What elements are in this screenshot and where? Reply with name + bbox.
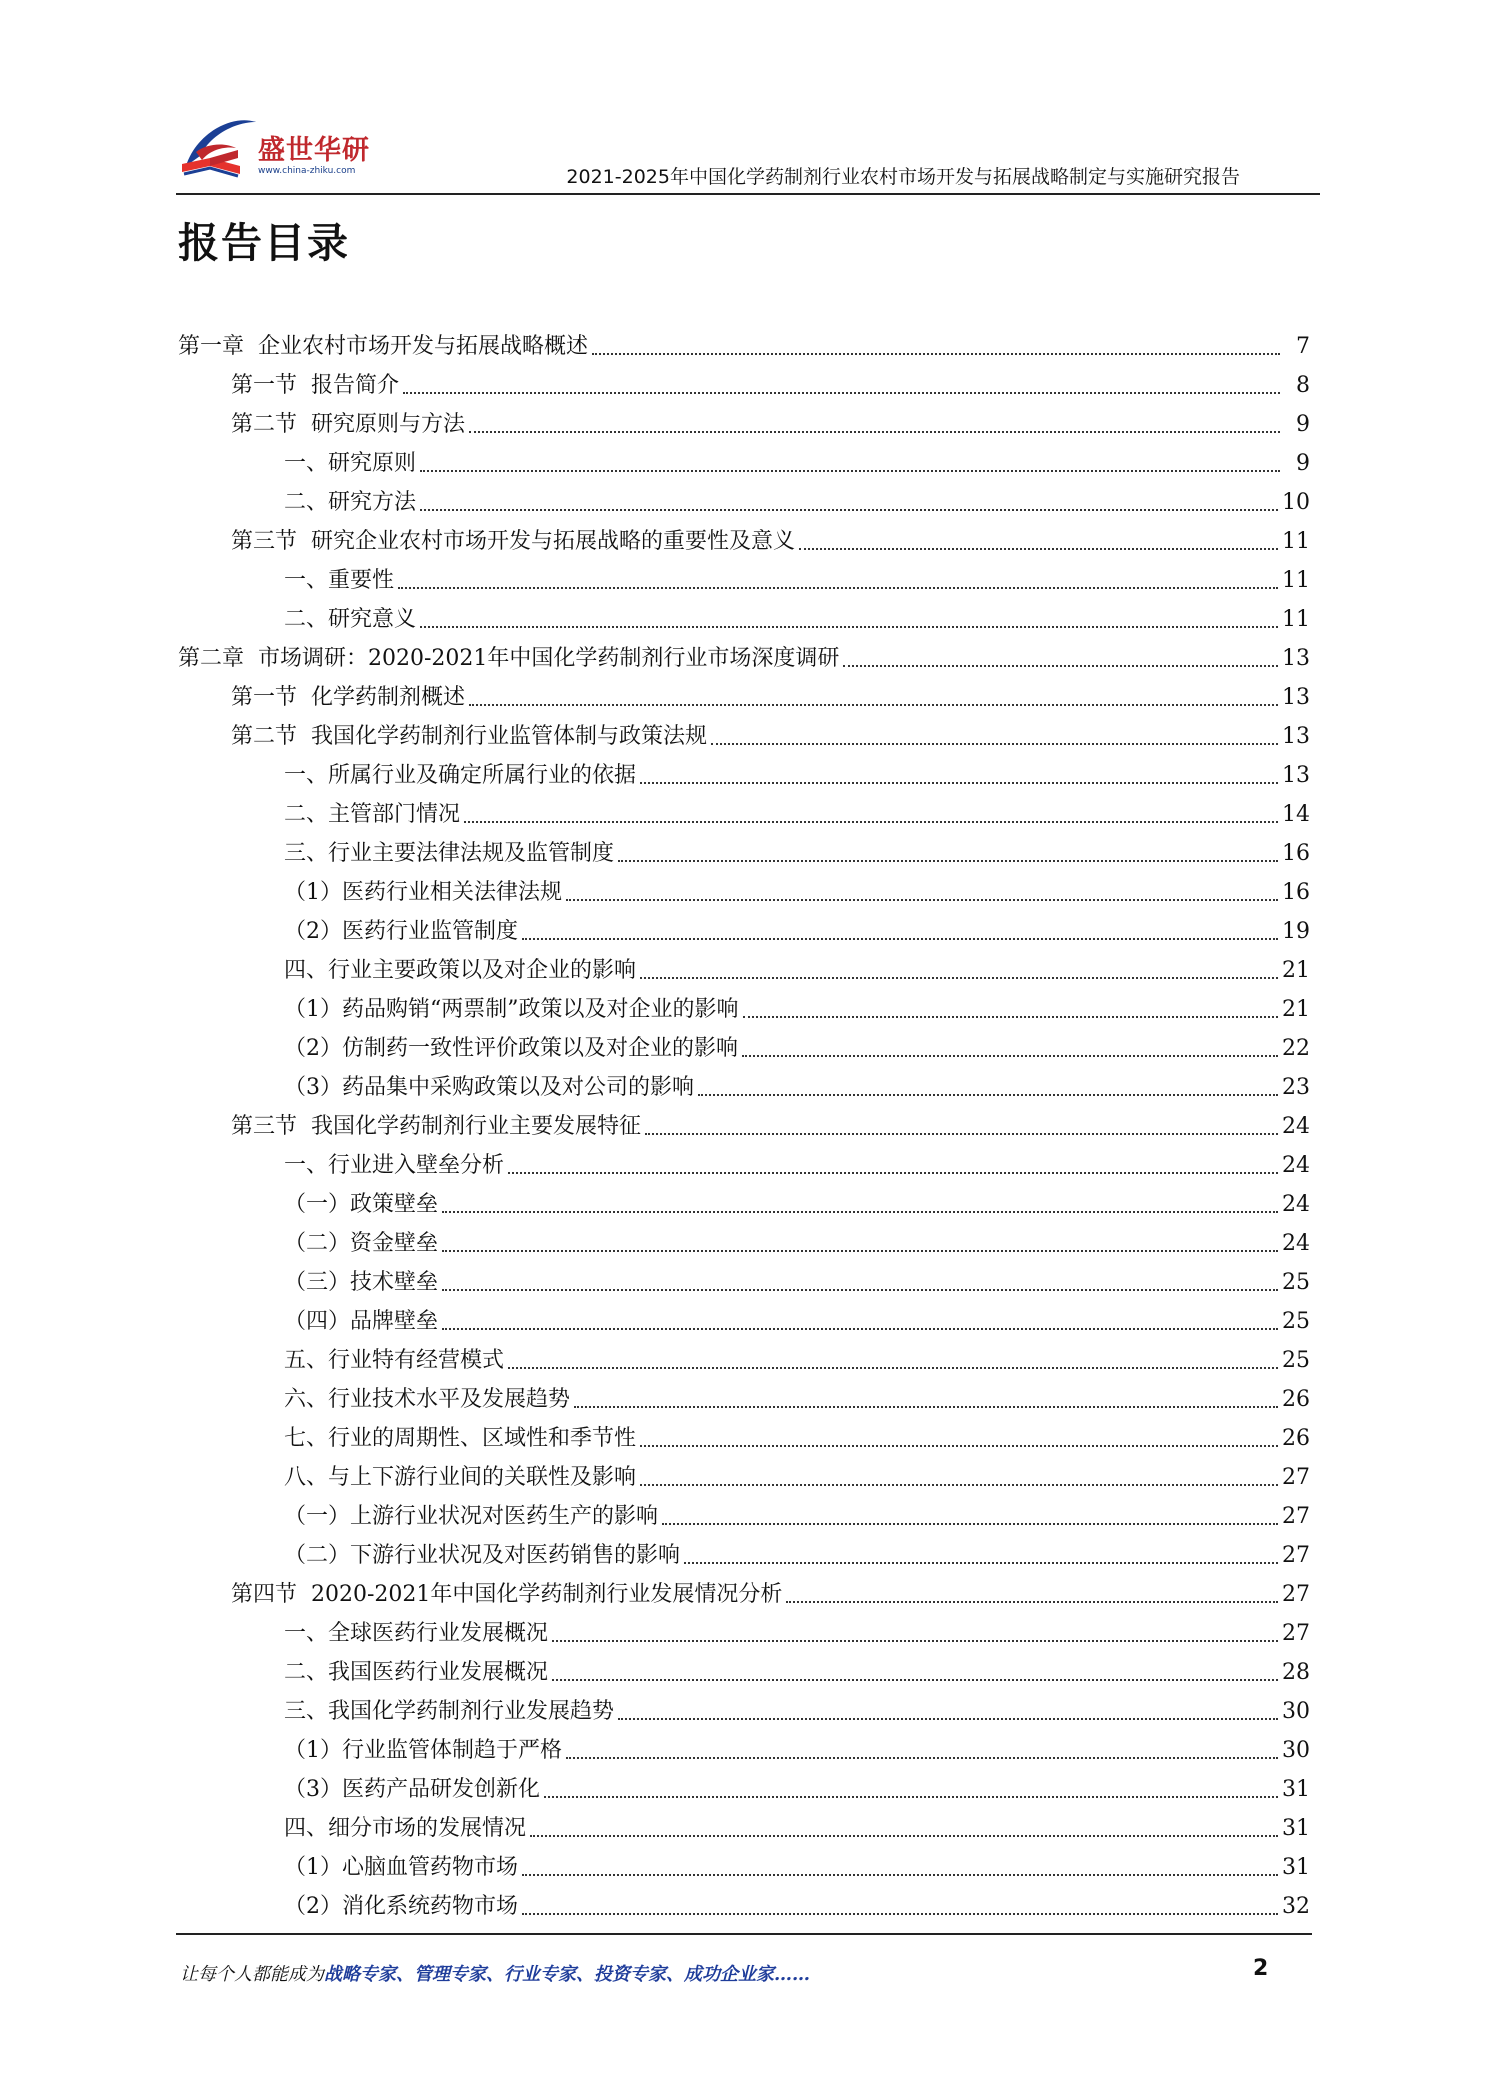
toc-entry-label: 七、行业的周期性、区域性和季节性 (284, 1426, 637, 1451)
toc-leader-dots (566, 899, 1278, 901)
toc-leader-dots (743, 1016, 1279, 1018)
toc-entry-page: 22 (1282, 1036, 1310, 1061)
toc-entry-page: 26 (1282, 1426, 1310, 1451)
toc-entry-page: 24 (1282, 1231, 1310, 1256)
toc-entry-label: 第一章 企业农村市场开发与拓展战略概述 (178, 334, 588, 359)
toc-entry-label: 二、研究意义 (284, 607, 417, 632)
toc-leader-dots (684, 1562, 1278, 1564)
toc-entry-page: 27 (1282, 1543, 1310, 1568)
toc-entry-page: 24 (1282, 1153, 1310, 1178)
toc-leader-dots (442, 1328, 1278, 1330)
toc-leader-dots (442, 1250, 1278, 1252)
toc-entry-page: 27 (1282, 1465, 1310, 1490)
toc-entry[interactable] (284, 1221, 1310, 1259)
toc-entry-label: 第一节 化学药制剂概述 (231, 685, 465, 710)
toc-entry[interactable] (231, 675, 1310, 713)
toc-leader-dots (442, 1289, 1278, 1291)
toc-entry-page: 16 (1282, 841, 1310, 866)
toc-leader-dots (403, 392, 1280, 394)
page-title: 报告目录 (178, 219, 350, 267)
toc-entry-label: 四、行业主要政策以及对企业的影响 (284, 958, 637, 983)
toc-leader-dots (640, 782, 1278, 784)
footer-slogan (180, 1960, 810, 1986)
toc-entry-page: 25 (1282, 1270, 1310, 1295)
toc-entry-page: 14 (1282, 802, 1310, 827)
toc-entry-label: （一）上游行业状况对医药生产的影响 (284, 1504, 659, 1529)
toc-entry[interactable] (231, 519, 1310, 557)
toc-leader-dots (786, 1601, 1278, 1603)
toc-entry[interactable] (284, 753, 1310, 791)
toc-entry[interactable] (284, 1299, 1310, 1337)
toc-entry[interactable] (284, 1533, 1310, 1571)
toc-leader-dots (843, 665, 1278, 667)
toc-entry[interactable] (284, 1767, 1310, 1805)
document-title: 2021-2025年中国化学药制剂行业农村市场开发与拓展战略制定与实施研究报告 (566, 166, 1240, 188)
toc-entry-label: 二、主管部门情况 (284, 802, 461, 827)
toc-leader-dots (420, 509, 1278, 511)
toc-entry[interactable] (284, 987, 1310, 1025)
toc-entry-label: （2）消化系统药物市场 (284, 1894, 518, 1919)
toc-entry-page: 9 (1296, 451, 1310, 476)
toc-entry[interactable] (284, 441, 1310, 479)
toc-entry[interactable] (284, 870, 1310, 908)
toc-entry-label: （一）政策壁垒 (284, 1192, 439, 1217)
slogan-prefix: 让每个人都能成为 (180, 1964, 324, 1985)
toc-entry[interactable] (284, 1143, 1310, 1181)
toc-entry-label: 八、与上下游行业间的关联性及影响 (284, 1465, 637, 1490)
toc-entry-label: 二、我国医药行业发展概况 (284, 1660, 549, 1685)
toc-leader-dots (592, 353, 1280, 355)
toc-leader-dots (522, 938, 1278, 940)
toc-entry-label: 三、我国化学药制剂行业发展趋势 (284, 1699, 615, 1724)
toc-entry-page: 26 (1282, 1387, 1310, 1412)
toc-entry-page: 21 (1282, 997, 1310, 1022)
toc-leader-dots (464, 821, 1278, 823)
toc-entry-label: 一、所属行业及确定所属行业的依据 (284, 763, 637, 788)
toc-entry-label: 第二节 研究原则与方法 (231, 412, 465, 437)
toc-entry-label: （3）医药产品研发创新化 (284, 1777, 540, 1802)
toc-entry-page: 11 (1282, 607, 1310, 632)
toc-entry-page: 25 (1282, 1348, 1310, 1373)
toc-leader-dots (469, 704, 1278, 706)
toc-entry[interactable] (284, 1065, 1310, 1103)
toc-entry-label: 第一节 报告简介 (231, 373, 399, 398)
toc-entry[interactable] (284, 1338, 1310, 1376)
toc-entry-page: 7 (1296, 334, 1310, 359)
toc-leader-dots (640, 1445, 1278, 1447)
toc-leader-dots (552, 1640, 1278, 1642)
toc-entry-page: 10 (1282, 490, 1310, 515)
toc-entry-page: 31 (1282, 1855, 1310, 1880)
toc-entry[interactable] (284, 1494, 1310, 1532)
toc-entry-label: （3）药品集中采购政策以及对公司的影响 (284, 1075, 694, 1100)
header-divider (176, 193, 1320, 195)
toc-entry-label: 一、全球医药行业发展概况 (284, 1621, 549, 1646)
logo-url: www.china-zhiku.com (258, 166, 356, 176)
toc-entry-label: （四）品牌壁垒 (284, 1309, 439, 1334)
toc-leader-dots (742, 1055, 1278, 1057)
toc-entry-label: 第三节 研究企业农村市场开发与拓展战略的重要性及意义 (231, 529, 795, 554)
toc-entry-page: 32 (1282, 1894, 1310, 1919)
toc-leader-dots (711, 743, 1278, 745)
logo-name: 盛世华研 (258, 135, 370, 166)
toc-entry-page: 31 (1282, 1777, 1310, 1802)
toc-entry-page: 11 (1282, 568, 1310, 593)
toc-entry-label: 一、研究原则 (284, 451, 417, 476)
toc-entry[interactable] (284, 909, 1310, 947)
toc-leader-dots (469, 431, 1280, 433)
toc-leader-dots (420, 626, 1278, 628)
toc-leader-dots (618, 860, 1278, 862)
toc-entry-page: 31 (1282, 1816, 1310, 1841)
toc-leader-dots (522, 1874, 1278, 1876)
toc-entry-label: 第二章 市场调研：2020-2021年中国化学药制剂行业市场深度调研 (178, 646, 840, 671)
toc-entry[interactable] (284, 792, 1310, 830)
toc-entry[interactable] (284, 1845, 1310, 1883)
toc-leader-dots (544, 1796, 1278, 1798)
toc-entry[interactable] (284, 1455, 1310, 1493)
toc-entry[interactable] (231, 402, 1310, 440)
footer-divider (176, 1933, 1312, 1935)
toc-entry[interactable] (284, 831, 1310, 869)
toc-entry-page: 13 (1282, 685, 1310, 710)
page-number: 2 (1253, 1956, 1269, 1981)
toc-entry[interactable] (284, 558, 1310, 596)
toc-leader-dots (522, 1913, 1278, 1915)
toc-leader-dots (574, 1406, 1278, 1408)
toc-leader-dots (645, 1133, 1278, 1135)
toc-entry-label: 四、细分市场的发展情况 (284, 1816, 527, 1841)
toc-entry[interactable] (231, 714, 1310, 752)
toc-entry[interactable] (284, 1806, 1310, 1844)
toc-entry[interactable] (178, 324, 1310, 362)
toc-leader-dots (530, 1835, 1278, 1837)
toc-entry-page: 23 (1282, 1075, 1310, 1100)
toc-entry[interactable] (178, 636, 1310, 674)
toc-leader-dots (640, 977, 1278, 979)
toc-entry-label: 五、行业特有经营模式 (284, 1348, 505, 1373)
toc-entry-page: 27 (1282, 1582, 1310, 1607)
toc-entry[interactable] (284, 480, 1310, 518)
toc-entry-page: 9 (1296, 412, 1310, 437)
toc-entry[interactable] (284, 597, 1310, 635)
toc-entry-label: （1）心脑血管药物市场 (284, 1855, 518, 1880)
toc-entry-page: 24 (1282, 1114, 1310, 1139)
toc-entry-label: （1）药品购销“两票制”政策以及对企业的影响 (284, 997, 739, 1022)
toc-entry[interactable] (284, 1650, 1310, 1688)
toc-leader-dots (552, 1679, 1278, 1681)
toc-entry-page: 24 (1282, 1192, 1310, 1217)
toc-leader-dots (618, 1718, 1278, 1720)
toc-leader-dots (698, 1094, 1278, 1096)
toc-entry-page: 13 (1282, 646, 1310, 671)
toc-entry-label: （2）医药行业监管制度 (284, 919, 518, 944)
toc-entry[interactable] (284, 1611, 1310, 1649)
toc-entry-label: 六、行业技术水平及发展趋势 (284, 1387, 571, 1412)
toc-entry-page: 13 (1282, 724, 1310, 749)
toc-leader-dots (420, 470, 1280, 472)
toc-entry-page: 27 (1282, 1504, 1310, 1529)
toc-entry-label: 第二节 我国化学药制剂行业监管体制与政策法规 (231, 724, 707, 749)
toc-entry-page: 21 (1282, 958, 1310, 983)
toc-entry-page: 13 (1282, 763, 1310, 788)
toc-entry[interactable] (284, 1260, 1310, 1298)
toc-entry[interactable] (231, 363, 1310, 401)
toc-leader-dots (640, 1484, 1278, 1486)
toc-leader-dots (662, 1523, 1278, 1525)
toc-leader-dots (799, 548, 1278, 550)
slogan-highlight: 战略专家、管理专家、行业专家、投资专家、成功企业家…… (324, 1964, 810, 1985)
toc-leader-dots (398, 587, 1278, 589)
toc-entry-label: 一、行业进入壁垒分析 (284, 1153, 505, 1178)
toc-leader-dots (566, 1757, 1278, 1759)
toc-entry-page: 16 (1282, 880, 1310, 905)
toc-entry[interactable] (231, 1572, 1310, 1610)
toc-entry[interactable] (284, 1689, 1310, 1727)
toc-entry-label: （二）下游行业状况及对医药销售的影响 (284, 1543, 681, 1568)
toc-entry-label: 一、重要性 (284, 568, 395, 593)
toc-entry-label: 三、行业主要法律法规及监管制度 (284, 841, 615, 866)
toc-entry[interactable] (284, 1884, 1310, 1922)
toc-leader-dots (508, 1367, 1278, 1369)
toc-leader-dots (442, 1211, 1278, 1213)
toc-entry-page: 19 (1282, 919, 1310, 944)
toc-entry[interactable] (284, 1182, 1310, 1220)
toc-entry[interactable] (284, 948, 1310, 986)
toc-entry[interactable] (284, 1416, 1310, 1454)
toc-leader-dots (508, 1172, 1278, 1174)
toc-entry-page: 25 (1282, 1309, 1310, 1334)
toc-entry[interactable] (284, 1377, 1310, 1415)
toc-entry-page: 11 (1282, 529, 1310, 554)
toc-entry[interactable] (284, 1026, 1310, 1064)
toc-entry[interactable] (284, 1728, 1310, 1766)
toc-entry-label: （二）资金壁垒 (284, 1231, 439, 1256)
toc-entry-page: 28 (1282, 1660, 1310, 1685)
toc-entry-page: 30 (1282, 1738, 1310, 1763)
toc-entry-label: 第三节 我国化学药制剂行业主要发展特征 (231, 1114, 641, 1139)
toc-entry-page: 8 (1296, 373, 1310, 398)
toc-entry-page: 30 (1282, 1699, 1310, 1724)
toc-entry-label: 二、研究方法 (284, 490, 417, 515)
toc-entry-label: 第四节 2020-2021年中国化学药制剂行业发展情况分析 (231, 1582, 783, 1607)
toc-entry-page: 27 (1282, 1621, 1310, 1646)
toc-entry-label: （1）医药行业相关法律法规 (284, 880, 562, 905)
toc-entry-label: （1）行业监管体制趋于严格 (284, 1738, 562, 1763)
toc-entry[interactable] (231, 1104, 1310, 1142)
toc-entry-label: （2）仿制药一致性评价政策以及对企业的影响 (284, 1036, 738, 1061)
toc-entry-label: （三）技术壁垒 (284, 1270, 439, 1295)
